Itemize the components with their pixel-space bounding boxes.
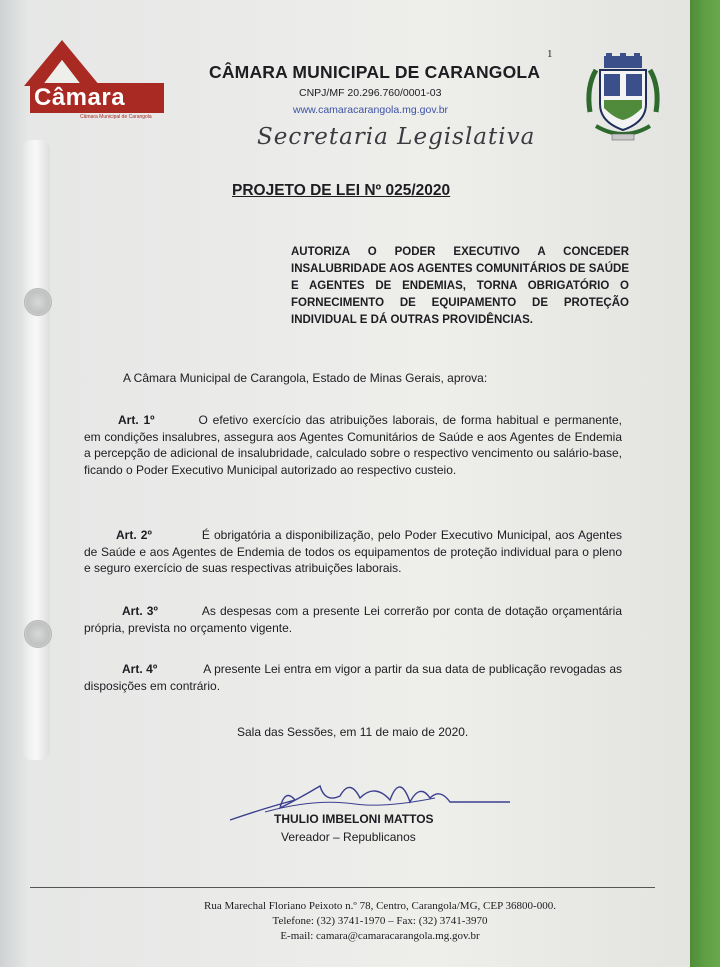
logo-subtitle: Câmara Municipal de Carangola — [80, 114, 152, 120]
logo-wordmark: Câmara — [30, 83, 164, 113]
session-date: Sala das Sessões, em 11 de maio de 2020. — [237, 725, 469, 739]
page-number: 1 — [547, 48, 553, 60]
institution-title: CÂMARA MUNICIPAL DE CARANGOLA — [209, 62, 541, 82]
enacting-clause: A Câmara Municipal de Carangola, Estado de Minas Gerais, aprova: — [123, 371, 488, 385]
footer-divider — [30, 887, 655, 888]
institution-website: www.camaracarangola.mg.gov.br — [293, 104, 449, 116]
article-2 — [84, 527, 622, 577]
footer-phone: Telefone: (32) 3741-1970 – Fax: (32) 3741-3970 — [272, 915, 488, 927]
signer-name: THULIO IMBELONI MATTOS — [274, 812, 434, 826]
article-2-text: É obrigatória a disponibilização, pelo Poder Executivo Municipal, aos Agentes de Saúde e aos Agentes de Endemia de todos os equipamentos de proteção individual para o pleno e seguro exercício de suas respectivas atribuições laborais. — [84, 528, 622, 575]
binder-ring-top — [24, 288, 52, 316]
bill-title: PROJETO DE LEI Nº 025/2020 — [232, 182, 451, 199]
article-4 — [84, 661, 622, 694]
article-3-label: Art. 3º — [122, 604, 158, 618]
binder-ring-bottom — [24, 620, 52, 648]
footer-email: E-mail: camara@camaracarangola.mg.gov.br — [280, 930, 480, 942]
article-3 — [84, 603, 622, 636]
article-1-text: O efetivo exercício das atribuições laborais, de forma habitual e permanente, em condições insalubres, assegura aos Agentes Comunitários de Saúde e aos Agentes de Endemia a percepção de adicional de insalubridade, calculado sobre o respectivo vencimento ou salário-base, ficando o Poder Executivo Municipal autorizado ao respectivo custeio. — [84, 413, 622, 477]
department-name: Secretaria Legislativa — [257, 124, 536, 150]
article-2-label: Art. 2º — [116, 528, 152, 542]
bill-summary: AUTORIZA O PODER EXECUTIVO A CONCEDER INSALUBRIDADE AOS AGENTES COMUNITÁRIOS DE SAÚDE E AGENTES DE ENDEMIAS, TORNA OBRIGATÓRIO O FORNECIMENTO DE EQUIPAMENTO DE PROTEÇÃO INDIVIDUAL E DÁ OUTRAS PROVIDÊNCIAS. — [291, 246, 629, 326]
article-4-text: A presente Lei entra em vigor a partir da sua data de publicação revogadas as disposições em contrário. — [84, 662, 623, 693]
city-coat-of-arms-icon — [582, 52, 664, 144]
plastic-binder-strip — [22, 140, 50, 760]
article-4-label: Art. 4º — [122, 662, 158, 676]
green-background-edge — [690, 0, 720, 967]
article-3-text: As despesas com a presente Lei correrão por conta de dotação orçamentária própria, prevista no orçamento vigente. — [84, 604, 622, 635]
institution-cnpj: CNPJ/MF 20.296.760/0001-03 — [299, 87, 442, 99]
article-1-label: Art. 1º — [118, 413, 155, 427]
article-1 — [84, 412, 622, 478]
footer-address: Rua Marechal Floriano Peixoto n.º 78, Centro, Carangola/MG, CEP 36800-000. — [204, 900, 556, 912]
signer-role: Vereador – Republicanos — [281, 830, 416, 844]
